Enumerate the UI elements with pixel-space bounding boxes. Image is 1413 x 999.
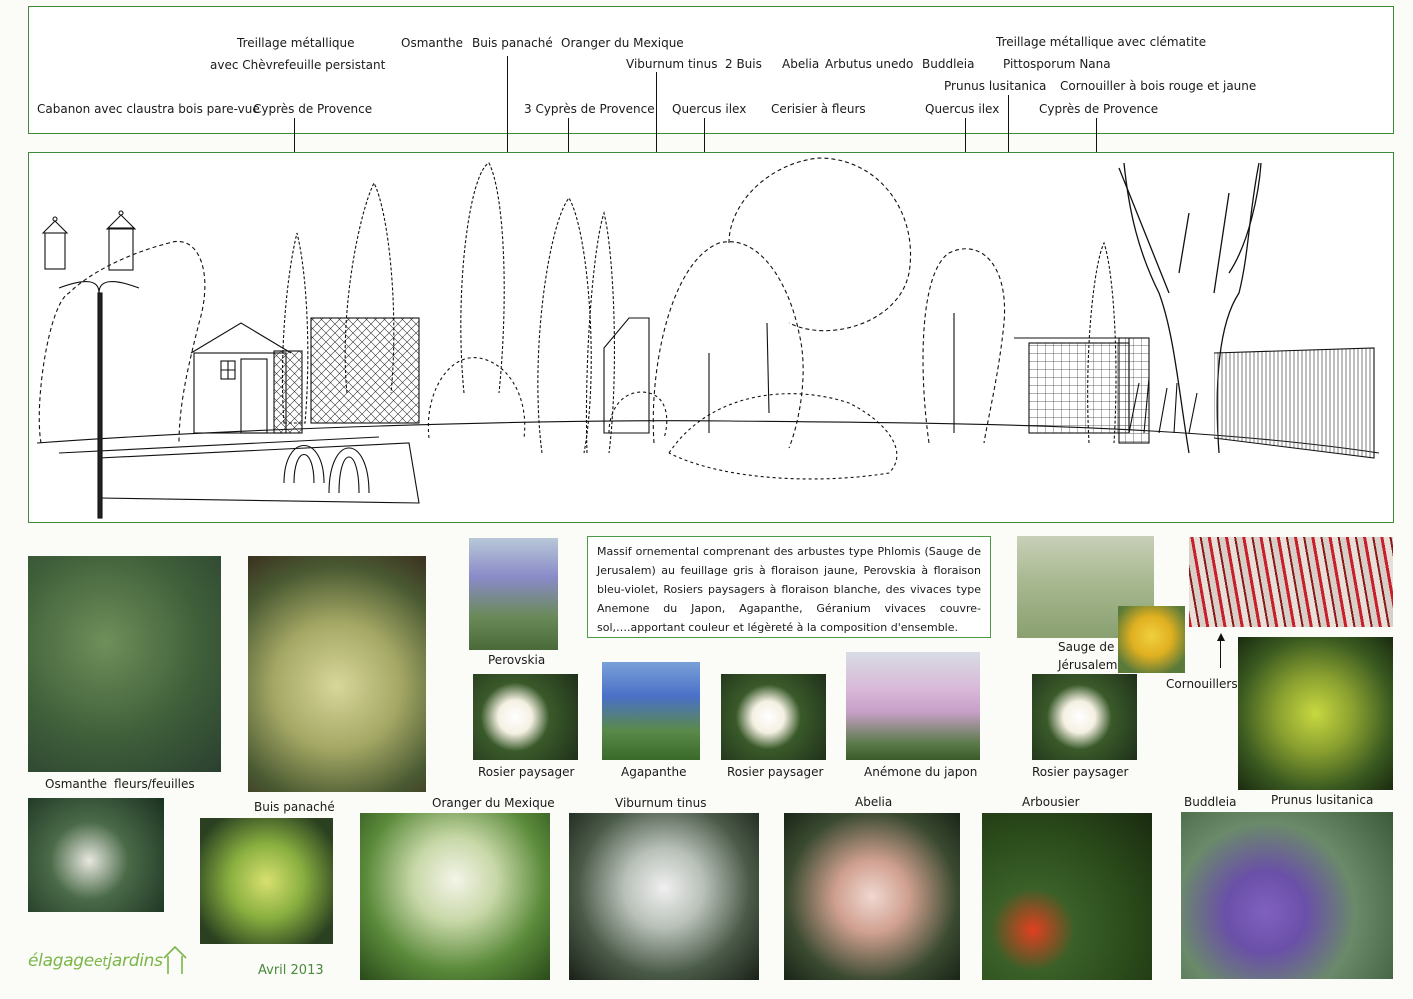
caption-agapanthe: Agapanthe: [621, 765, 687, 779]
photo-cornouillers: [1189, 537, 1393, 627]
garden-elevation-sketch: [29, 153, 1393, 522]
company-logo: [28, 951, 163, 971]
caption-arbousier: Arbousier: [1022, 795, 1080, 809]
label-cornouiller: Cornouiller à bois rouge et jaune: [1060, 79, 1257, 93]
logo-house-icon: [162, 944, 188, 976]
caption-perovskia: Perovskia: [488, 653, 546, 667]
photo-arbousier: [982, 813, 1152, 980]
lamp-post-icon: [43, 211, 139, 518]
label-cabanon: Cabanon avec claustra bois pare-vue: [37, 102, 260, 116]
label-treillage-line2: avec Chèvrefeuille persistant: [210, 58, 386, 72]
label-quercus-2: Quercus ilex: [925, 102, 1000, 116]
label-treillage-line1: Treillage métallique: [237, 36, 355, 50]
date-label: Avril 2013: [258, 963, 324, 978]
photo-anemone: [846, 652, 980, 760]
caption-osmanthe: Osmanthe: [45, 777, 108, 791]
label-deux-buis: 2 Buis: [725, 57, 762, 71]
caption-sauge-line1: Sauge de: [1058, 640, 1115, 654]
logo-part2: et: [93, 954, 108, 970]
photo-osmanthe-fleurs: [28, 798, 164, 912]
caption-abelia: Abelia: [855, 795, 893, 809]
caption-anemone: Anémone du japon: [864, 765, 978, 779]
label-trois-cypres: 3 Cyprès de Provence: [524, 102, 655, 116]
photo-rosier-2: [721, 674, 826, 760]
photo-osmanthe: [28, 556, 221, 772]
caption-sauge-line2: Jérusalem: [1058, 658, 1118, 672]
logo-part1: élagage: [28, 951, 94, 971]
cabin-icon: [191, 323, 302, 433]
photo-rosier-3: [1032, 674, 1137, 760]
caption-fleurs-feuilles: fleurs/feuilles: [114, 777, 195, 791]
sketch-frame: [28, 152, 1394, 523]
caption-cornouillers: Cornouillers: [1166, 677, 1238, 691]
photo-buddleia: [1181, 812, 1393, 979]
photo-rosier-1: [473, 674, 578, 760]
arrow-up-cornouillers: [1220, 640, 1221, 668]
label-prunus: Prunus lusitanica: [944, 79, 1047, 93]
photo-oranger: [360, 813, 550, 980]
caption-buddleia: Buddleia: [1184, 795, 1237, 809]
label-quercus-1: Quercus ilex: [672, 102, 747, 116]
label-buis-panache: Buis panaché: [472, 36, 553, 50]
caption-rosier-3: Rosier paysager: [1032, 765, 1129, 779]
label-cerisier: Cerisier à fleurs: [771, 102, 866, 116]
photo-prunus: [1238, 637, 1393, 790]
caption-rosier-2: Rosier paysager: [727, 765, 824, 779]
label-treillage-clematite: Treillage métallique avec clématite: [996, 35, 1207, 49]
label-osmanthe: Osmanthe: [401, 36, 464, 50]
caption-buis-panache: Buis panaché: [254, 800, 335, 814]
logo-part3: jardins: [107, 951, 163, 971]
photo-perovskia: [469, 538, 558, 650]
caption-oranger: Oranger du Mexique: [432, 796, 555, 810]
photo-abelia: [784, 813, 960, 980]
photo-buis-feuilles: [200, 818, 333, 944]
caption-rosier-1: Rosier paysager: [478, 765, 575, 779]
photo-sauge-fleur: [1118, 606, 1185, 673]
label-oranger: Oranger du Mexique: [561, 36, 684, 50]
label-arbutus: Arbutus unedo: [825, 57, 914, 71]
label-cypres-1: Cyprès de Provence: [253, 102, 373, 116]
caption-prunus: Prunus lusitanica: [1271, 793, 1374, 807]
caption-viburnum: Viburnum tinus: [615, 796, 707, 810]
label-abelia: Abelia: [782, 57, 820, 71]
label-buddleia: Buddleia: [922, 57, 975, 71]
description-box: Massif ornemental comprenant des arbustes type Phlomis (Sauge de Jerusalem) au feuillage gris à floraison jaune, Perovskia à floraison bleu-violet, Rosiers paysagers à floraison blanche, des vivaces type Anemone du Japon, Agapanthe, Géranium vivaces couvre-sol,….apportant couleur et légèreté à la composition d'ensemble.: [587, 536, 991, 638]
photo-agapanthe: [602, 662, 700, 760]
label-viburnum: Viburnum tinus: [626, 57, 718, 71]
label-cypres-2: Cyprès de Provence: [1039, 102, 1159, 116]
label-pittosporum: Pittosporum Nana: [1003, 57, 1111, 71]
photo-viburnum: [569, 813, 759, 980]
photo-buis-panache: [248, 556, 426, 792]
